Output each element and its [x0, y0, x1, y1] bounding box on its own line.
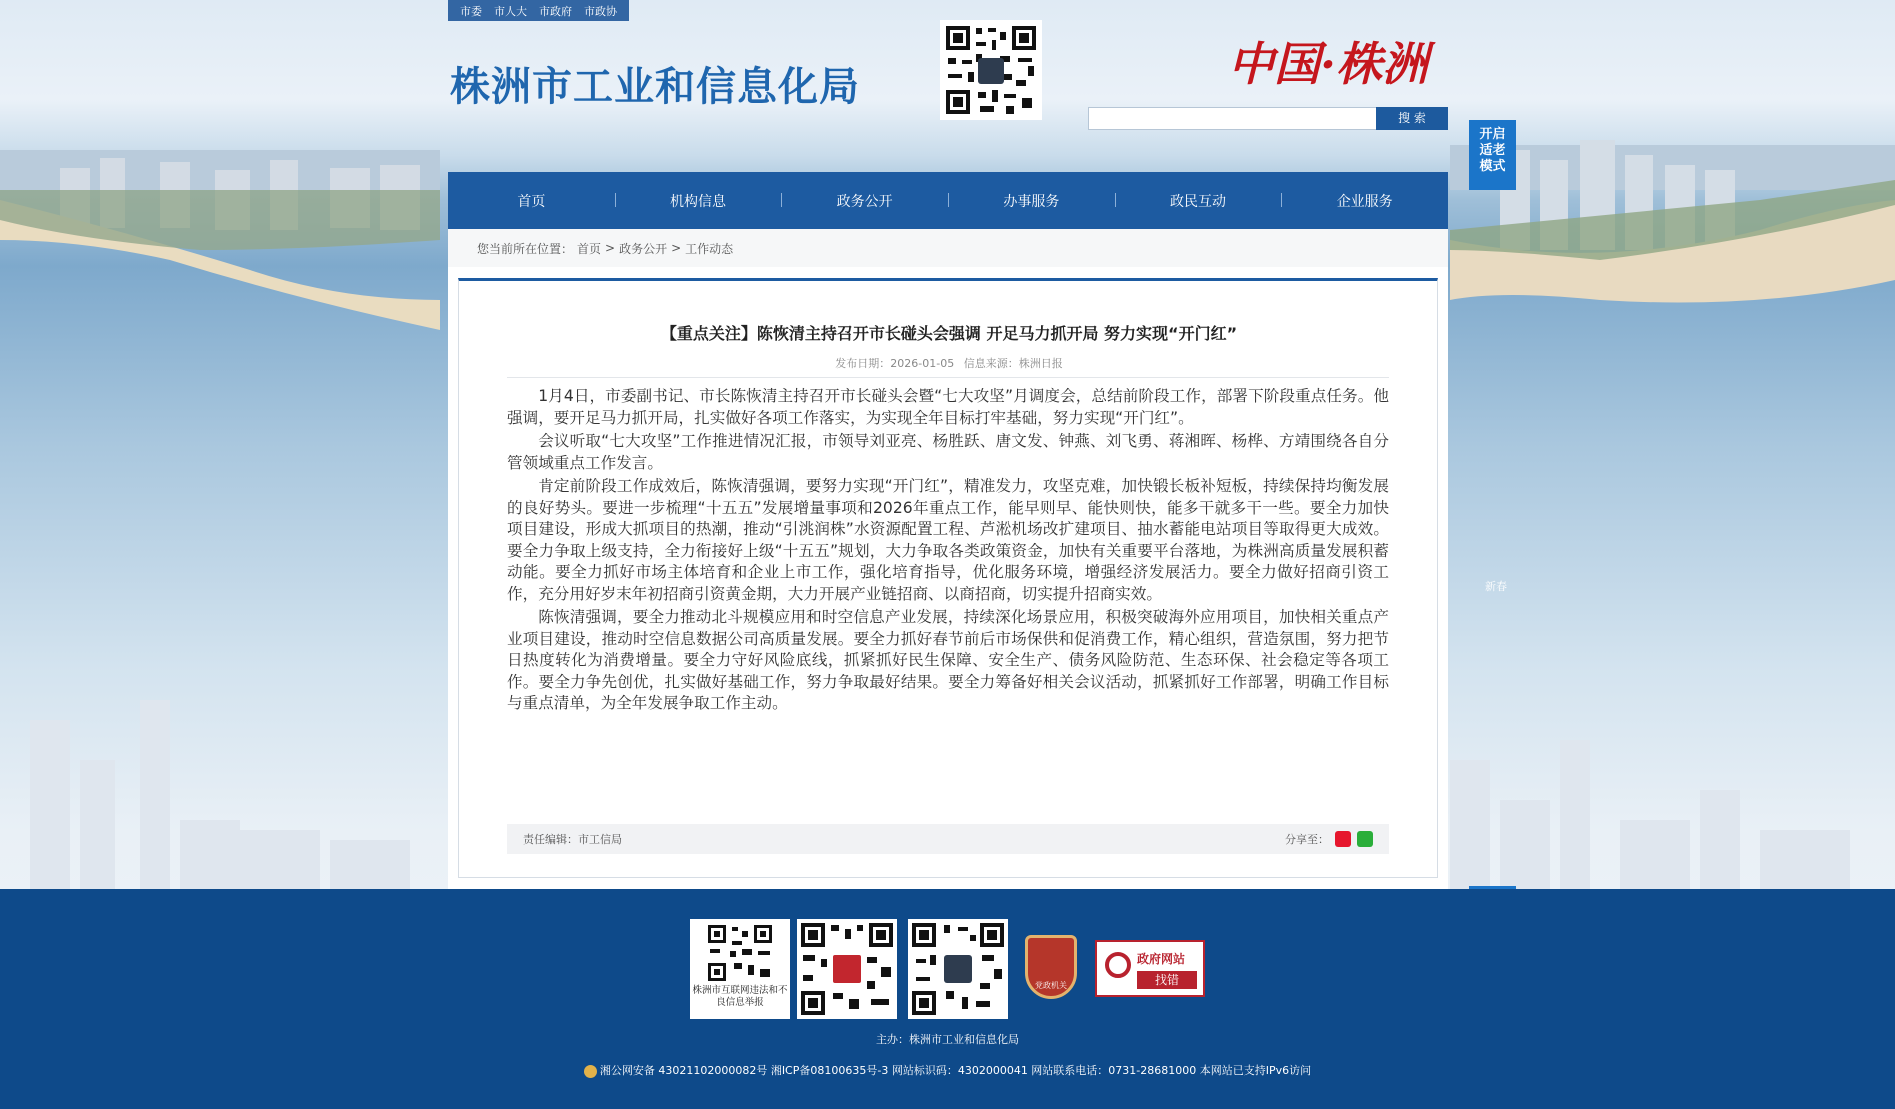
breadcrumb-work-news[interactable]: 工作动态 — [685, 241, 734, 256]
divider — [507, 377, 1389, 378]
content-panel — [448, 267, 1448, 890]
breadcrumb — [448, 229, 1448, 267]
gov-error-label: 找错 — [1137, 971, 1197, 989]
weibo-share-icon[interactable] — [1335, 831, 1351, 847]
main-nav — [448, 172, 1448, 229]
article-paragraph: 会议听取“七大攻坚”工作推进情况汇报，市领导刘亚亮、杨胜跃、唐文发、钟燕、刘飞勇、蒋湘晖、杨桦、方靖围绕各自分管领域重点工作发言。 — [507, 432, 1389, 472]
footer-qr-code-3 — [908, 919, 1008, 1019]
nav-item-home[interactable]: 首页 — [517, 193, 546, 210]
footer-qr-code-2 — [797, 919, 897, 1019]
breadcrumb-sep: > — [605, 241, 616, 255]
share-label: 分享至： — [1285, 833, 1329, 846]
search-button[interactable]: 搜 索 — [1376, 107, 1448, 130]
report-qr-caption: 株洲市互联网违法和不良信息举报 — [692, 985, 788, 1008]
publish-date: 发布日期：2026-01-05 — [835, 357, 955, 370]
footer-record-line — [0, 1062, 1895, 1078]
top-links — [448, 0, 629, 21]
wechat-share-icon[interactable] — [1357, 831, 1373, 847]
elder-mode-line-1: 开启 — [1479, 127, 1506, 142]
article-title: 【重点关注】陈恢清主持召开市长碰头会强调 开足马力抓开局 努力实现“开门红” — [660, 324, 1238, 343]
police-badge-icon — [584, 1065, 597, 1078]
breadcrumb-sep: > — [671, 241, 682, 255]
footer-sponsor: 主办：株洲市工业和信息化局 — [876, 1033, 1019, 1046]
article-footer — [507, 824, 1389, 854]
top-link-shiwei[interactable]: 市委 — [460, 4, 482, 18]
article-meta — [459, 355, 1439, 371]
site-title[interactable]: 株洲市工业和信息化局 — [450, 64, 860, 110]
article — [458, 278, 1438, 878]
magnifier-icon — [1105, 952, 1131, 978]
nav-item-enterprise-services[interactable]: 企业服务 — [1281, 191, 1448, 211]
elder-mode-line-3: 模式 — [1479, 159, 1506, 174]
article-paragraph: 1月4日，市委副书记、市长陈恢清主持召开市长碰头会暨“七大攻坚”月调度会，总结前阶段工作，部署下阶段重点任务。他强调，要开足马力抓开局，扎实做好各项工作落实，为实现全年目标打牢基础，努力实现“开门红”。 — [507, 387, 1389, 427]
responsible-editor: 责任编辑：市工信局 — [523, 833, 622, 846]
nav-item-institutions[interactable]: 机构信息 — [615, 191, 782, 211]
nav-item-government-affairs[interactable]: 政务公开 — [781, 191, 948, 211]
top-link-shirenda[interactable]: 市人大 — [494, 4, 527, 18]
top-link-shizhengfu[interactable]: 市政府 — [539, 4, 572, 18]
top-link-shizhengxie[interactable]: 市政协 — [584, 4, 617, 18]
gov-error-title: 政府网站 — [1137, 952, 1186, 966]
info-source: 信息来源：株洲日报 — [963, 357, 1063, 370]
article-paragraph: 陈恢清强调，要全力推动北斗规模应用和时空信息产业发展，持续深化场景应用，积极突破海外应用项目，加快相关重点产业项目建设，推动时空信息数据公司高质量发展。要全力抓好春节前后市场保供和促消费工作，精心组织，营造氛围，努力把节日热度转化为消费增量。要全力守好风险底线，抓紧抓好民生保障、安全生产、债务风险防范、生态环保、社会稳定等各项工作。要全力争先创优，扎实做好基础工作，努力争取最好结果。要全力筹备好相关会议活动，抓紧抓好工作部署，明确工作目标与重点清单，为全年发展争取工作主动。 — [507, 608, 1389, 712]
top-links-bar — [448, 0, 1448, 21]
nav-item-interaction[interactable]: 政民互动 — [1115, 191, 1282, 211]
side-festival-label: 新春 — [1485, 580, 1507, 593]
footer-record-text[interactable]: 湘公网安备 43021102000082号 湘ICP备08100635号-3 网站标识码：4302000041 网站联系电话：0731-28681000 本网站已支持IPv6访问 — [599, 1064, 1312, 1077]
gov-website-error-report-button[interactable] — [1095, 940, 1205, 997]
elder-mode-button[interactable] — [1469, 120, 1516, 190]
article-paragraph: 肯定前阶段工作成效后，陈恢清强调，要努力实现“开门红”，精准发力，攻坚克难，加快锻长板补短板，持续保持均衡发展的良好势头。要进一步梳理“十五五”发展增量事项和2026年重点工作，能早则早、能快则快，能多干就多干一些。要全力加快项目建设，形成大抓项目的热潮，推动“引洮润株”水资源配置工程、芦淞机场改扩建项目、抽水蓄能电站项目等取得更大成效。要全力争取上级支持，全力衔接好上级“十五五”规划，大力争取各类政策资金，加快有关重要平台落地，为株洲高质量发展积蓄动能。要全力抓好市场主体培育和企业上市工作，强化培育指导，优化服务环境，增强经济发展活力。要全力做好招商引资工作，充分用好岁末年初招商引资黄金期，大力开展产业链招商、以商招商，切实提升招商实效。 — [507, 477, 1389, 603]
article-body — [507, 386, 1389, 717]
breadcrumb-prefix: 您当前所在位置： — [477, 241, 574, 256]
header-qr-code — [940, 20, 1042, 120]
elder-mode-line-2: 适老 — [1479, 143, 1506, 158]
breadcrumb-government-affairs[interactable]: 政务公开 — [619, 241, 668, 256]
nav-item-services[interactable]: 办事服务 — [948, 191, 1115, 211]
search-input[interactable] — [1088, 107, 1378, 130]
china-zhuzhou-brand: 中国·株洲 — [1228, 37, 1429, 91]
party-government-badge[interactable]: 党政机关 — [1025, 935, 1077, 999]
breadcrumb-home[interactable]: 首页 — [577, 241, 602, 256]
